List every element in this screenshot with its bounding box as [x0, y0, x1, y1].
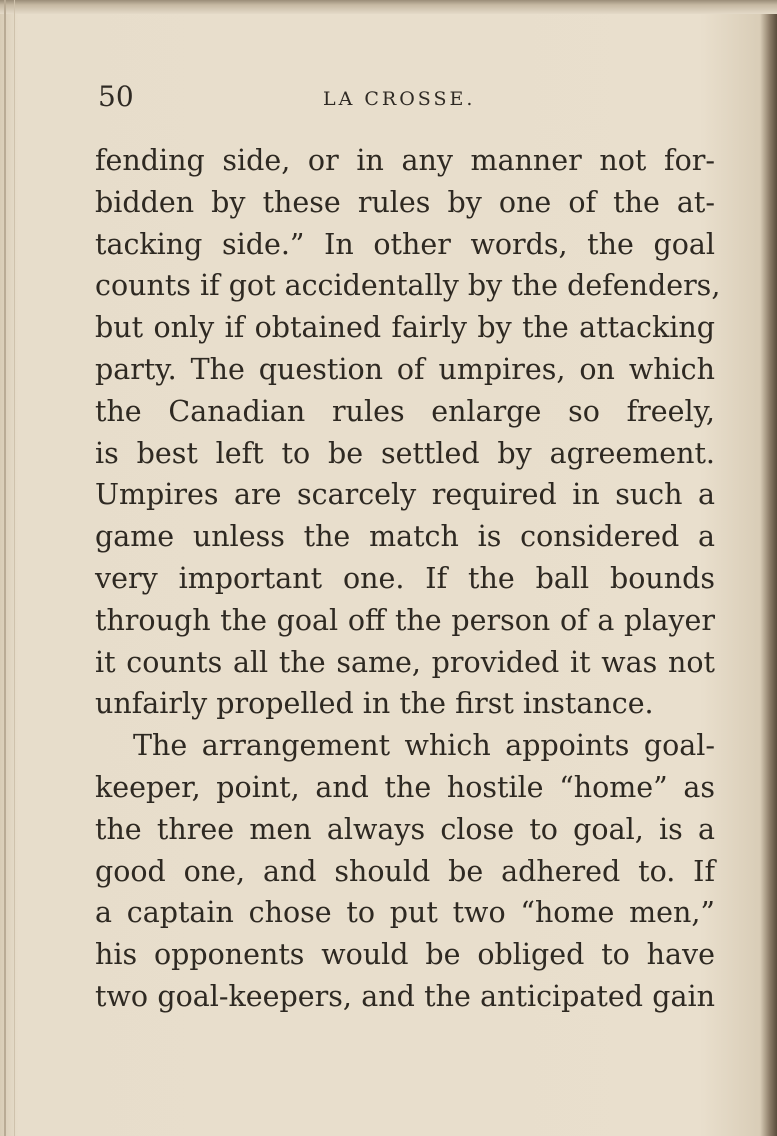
left-margin-line	[14, 0, 15, 1136]
text-line: The arrangement which appoints goal-	[133, 729, 715, 763]
text-line: tacking side.” In other words, the goal	[95, 227, 715, 261]
running-head: LA CROSSE.	[323, 88, 476, 110]
text-line: keeper, point, and the hostile “home” as	[95, 770, 715, 804]
text-line: the three men always close to goal, is a	[95, 812, 715, 846]
page-number: 50	[98, 80, 134, 113]
text-line: a captain chose to put two “home men,”	[95, 896, 715, 930]
text-line: game unless the match is considered a	[95, 520, 715, 554]
text-line: the Canadian rules enlarge so freely,	[95, 394, 715, 428]
text-line: two goal-keepers, and the anticipated gain	[95, 979, 715, 1013]
text-line: it counts all the same, provided it was not	[95, 645, 715, 679]
text-line: is best left to be settled by agreement.	[95, 436, 715, 470]
text-line: through the goal off the person of a player	[95, 603, 715, 637]
text-line: party. The question of umpires, on which	[95, 352, 715, 386]
text-line: very important one. If the ball bounds	[95, 561, 715, 595]
left-binding-line	[4, 0, 6, 1136]
text-line: counts if got accidentally by the defenders,	[95, 269, 721, 303]
text-line: fending side, or in any manner not for-	[95, 144, 715, 177]
page-top-edge	[0, 0, 777, 14]
text-line: his opponents would be obliged to have	[95, 938, 715, 972]
text-line: Umpires are scarcely required in such a	[95, 478, 715, 512]
page-header	[98, 78, 718, 118]
text-line: unfairly propelled in the first instance.	[95, 687, 654, 721]
text-line: but only if obtained fairly by the attacking	[95, 311, 715, 345]
text-line: bidden by these rules by one of the at-	[95, 185, 715, 219]
text-line: good one, and should be adhered to. If	[95, 854, 715, 888]
body-text	[95, 140, 721, 1018]
